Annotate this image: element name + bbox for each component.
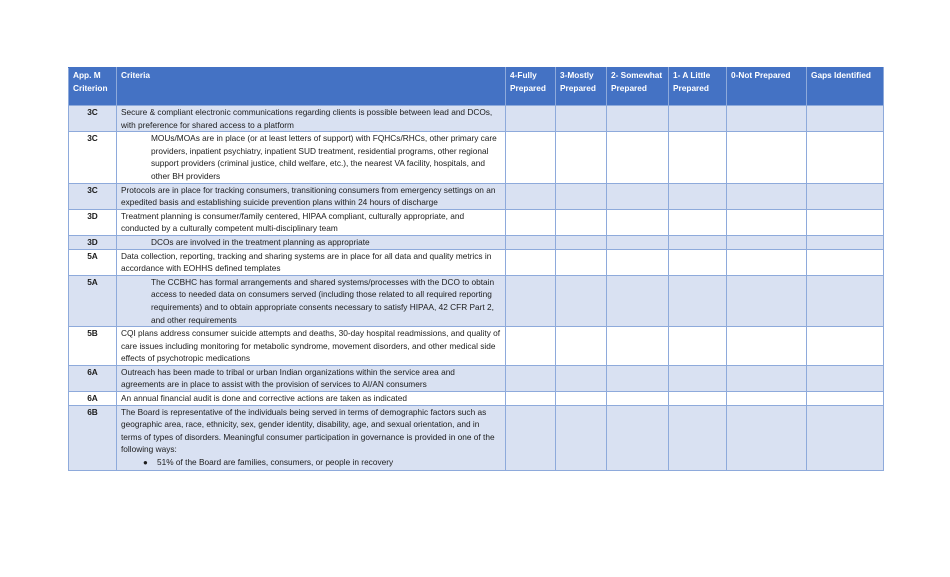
criteria-text: Protocols are in place for tracking consumers, transitioning consumers from emergency settings on an expedited basis and establishing suicide prevention plans within 24 hours of discharge [117,183,506,209]
cell-gaps[interactable] [807,365,884,391]
header-not-prepared: 0-Not Prepared [727,68,807,106]
criterion-code: 6B [69,405,117,470]
criterion-code: 3D [69,209,117,235]
cell-gaps[interactable] [807,132,884,183]
cell-mostly[interactable] [556,249,607,275]
table-row [69,249,884,275]
criteria-text: Outreach has been made to tribal or urban Indian organizations within the service area and agreements are in place to assist with the provision of services to AI/AN consumers [117,365,506,391]
table-row [69,235,884,249]
cell-not[interactable] [727,249,807,275]
cell-fully[interactable] [506,132,556,183]
cell-somewhat[interactable] [607,405,669,470]
criteria-text: The Board is representative of the individuals being served in terms of demographic factors such as geographic area, race, ethnicity, sex, gender identity, disability, age, and sexual orientation, and in terms of types of disorders. Meaningful consumer participation in governance is provided in one of the following ways: [121,406,495,455]
criterion-code: 5A [69,275,117,326]
header-somewhat-prepared: 2- Somewhat Prepared [607,68,669,106]
criteria-text: Treatment planning is consumer/family centered, HIPAA compliant, culturally appropriate, and conducted by a culturally competent multi-disciplinary team [117,209,506,235]
cell-little[interactable] [669,327,727,366]
cell-gaps[interactable] [807,106,884,132]
cell-little[interactable] [669,249,727,275]
cell-fully[interactable] [506,365,556,391]
header-criteria: Criteria [117,68,506,106]
cell-not[interactable] [727,405,807,470]
table-row [69,275,884,326]
cell-somewhat[interactable] [607,132,669,183]
bullet-icon: ● [143,458,148,468]
cell-little[interactable] [669,132,727,183]
cell-fully[interactable] [506,209,556,235]
criterion-code: 3D [69,235,117,249]
cell-fully[interactable] [506,235,556,249]
cell-mostly[interactable] [556,275,607,326]
readiness-table [68,67,884,471]
criterion-code: 3C [69,183,117,209]
criterion-code: 5A [69,249,117,275]
cell-little[interactable] [669,183,727,209]
header-little-prepared: 1- A Little Prepared [669,68,727,106]
cell-little[interactable] [669,209,727,235]
criteria-text: An annual financial audit is done and corrective actions are taken as indicated [117,392,506,406]
criteria-text: MOUs/MOAs are in place (or at least letters of support) with FQHCs/RHCs, other primary care providers, inpatient psychiatry, inpatient SUD treatment, residential programs, other regional support providers (criminal justice, child welfare, etc.), the nearest VA facility, hospitals, and other BH providers [117,132,506,183]
cell-not[interactable] [727,106,807,132]
cell-gaps[interactable] [807,327,884,366]
cell-somewhat[interactable] [607,365,669,391]
criterion-code: 3C [69,132,117,183]
cell-gaps[interactable] [807,235,884,249]
cell-somewhat[interactable] [607,183,669,209]
table-row [69,327,884,366]
cell-gaps[interactable] [807,275,884,326]
cell-not[interactable] [727,209,807,235]
cell-fully[interactable] [506,392,556,406]
cell-not[interactable] [727,275,807,326]
cell-fully[interactable] [506,183,556,209]
cell-mostly[interactable] [556,235,607,249]
cell-gaps[interactable] [807,405,884,470]
cell-mostly[interactable] [556,405,607,470]
cell-mostly[interactable] [556,132,607,183]
cell-little[interactable] [669,365,727,391]
cell-fully[interactable] [506,106,556,132]
cell-mostly[interactable] [556,106,607,132]
cell-not[interactable] [727,365,807,391]
cell-not[interactable] [727,327,807,366]
table-row [69,209,884,235]
criterion-code: 5B [69,327,117,366]
criteria-bullet-text: 51% of the Board are families, consumers, or people in recovery [157,457,394,468]
header-fully-prepared: 4-Fully Prepared [506,68,556,106]
cell-not[interactable] [727,132,807,183]
table-row [69,405,884,470]
header-row [69,68,884,106]
criteria-text: Data collection, reporting, tracking and sharing systems are in place for all data and quality metrics in accordance with EOHHS defined templates [117,249,506,275]
cell-mostly[interactable] [556,365,607,391]
cell-little[interactable] [669,405,727,470]
cell-somewhat[interactable] [607,327,669,366]
cell-not[interactable] [727,235,807,249]
cell-fully[interactable] [506,405,556,470]
cell-somewhat[interactable] [607,249,669,275]
cell-little[interactable] [669,392,727,406]
cell-fully[interactable] [506,275,556,326]
table-row [69,365,884,391]
cell-fully[interactable] [506,327,556,366]
header-criterion: App. M Criterion [69,68,117,106]
cell-gaps[interactable] [807,392,884,406]
criteria-cell [117,405,506,470]
criterion-code: 6A [69,365,117,391]
criteria-text: DCOs are involved in the treatment planning as appropriate [117,235,506,249]
cell-mostly[interactable] [556,183,607,209]
criteria-text: The CCBHC has formal arrangements and shared systems/processes with the DCO to obtain access to needed data on consumers served (including those related to all required reporting requirements) and to obtain appropriate consents necessary to satisfy HIPAA, 42 CFR Part 2, and other requirements [117,275,506,326]
cell-not[interactable] [727,392,807,406]
cell-gaps[interactable] [807,183,884,209]
cell-gaps[interactable] [807,209,884,235]
cell-mostly[interactable] [556,392,607,406]
criteria-bullet [121,456,501,470]
cell-somewhat[interactable] [607,235,669,249]
criterion-code: 6A [69,392,117,406]
cell-mostly[interactable] [556,209,607,235]
cell-somewhat[interactable] [607,392,669,406]
criterion-code: 3C [69,106,117,132]
cell-somewhat[interactable] [607,106,669,132]
criteria-text: CQI plans address consumer suicide attempts and deaths, 30-day hospital readmissions, and quality of care issues including monitoring for metabolic syndrome, movement disorders, and other medical side effects of psychotropic medications [117,327,506,366]
cell-little[interactable] [669,235,727,249]
table-row [69,183,884,209]
table-row [69,106,884,132]
cell-little[interactable] [669,275,727,326]
table-row [69,132,884,183]
header-gaps-identified: Gaps Identified [807,68,884,106]
cell-mostly[interactable] [556,327,607,366]
criteria-text: Secure & compliant electronic communications regarding clients is possible between lead and DCOs, with preference for shared access to a platform [117,106,506,132]
cell-gaps[interactable] [807,249,884,275]
header-mostly-prepared: 3-Mostly Prepared [556,68,607,106]
cell-somewhat[interactable] [607,275,669,326]
cell-somewhat[interactable] [607,209,669,235]
cell-fully[interactable] [506,249,556,275]
cell-little[interactable] [669,106,727,132]
cell-not[interactable] [727,183,807,209]
table-row [69,392,884,406]
